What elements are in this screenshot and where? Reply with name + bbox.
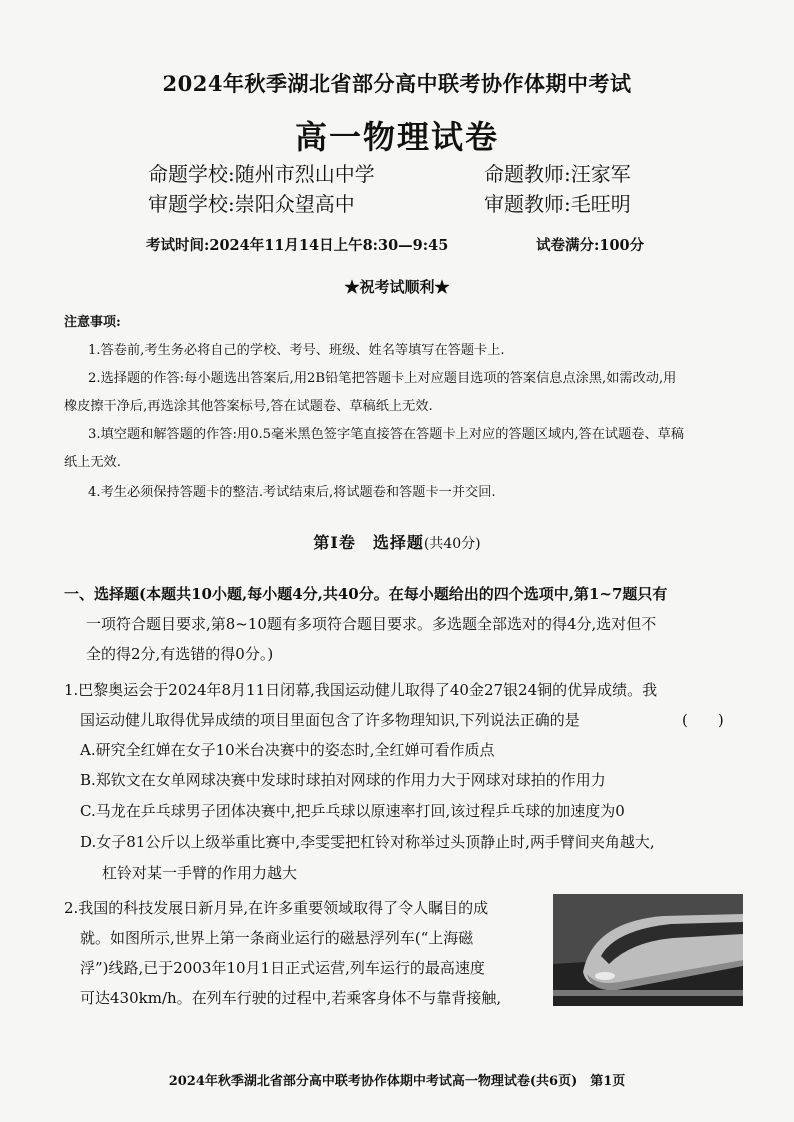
q1-option-d: D.女子81公斤以上级举重比赛中,李雯雯把杠铃对称举过头顶静止时,两手臂间夹角越大,	[80, 833, 655, 851]
q1-option-c: C.马龙在乒乓球男子团体决赛中,把乒乓球以原速率打回,该过程乒乓球的加速度为0	[80, 802, 625, 820]
section-intro-line: 一、选择题(本题共10小题,每小题4分,共40分。在每小题给出的四个选项中,第1~7题只有	[64, 585, 668, 603]
notice-line: 4.考生必须保持答题卡的整洁.考试结束后,将试题卷和答题卡一并交回.	[88, 485, 496, 500]
good-luck-wish: ★祝考试顺利★	[344, 278, 450, 296]
setter-school: 命题学校:随州市烈山中学	[148, 162, 375, 186]
q1-option-d-cont: 杠铃对某一手臂的作用力越大	[102, 864, 298, 882]
maglev-train-photo	[553, 894, 743, 1006]
section-heading	[0, 530, 794, 553]
exam-title: 2024年秋季湖北省部分高中联考协作体期中考试	[162, 71, 632, 96]
section-intro-line: 一项符合题目要求,第8~10题有多项符合题目要求。多选题全部选对的得4分,选对但不	[86, 615, 657, 633]
q2-stem-line: 2.我国的科技发展日新月异,在许多重要领域取得了令人瞩目的成	[64, 899, 489, 917]
page-footer: 2024年秋季湖北省部分高中联考协作体期中考试高一物理试卷(共6页) 第1页	[168, 1074, 626, 1089]
reviewer-school: 审题学校:崇阳众望高中	[148, 192, 355, 216]
notice-line: 橡皮擦干净后,再选涂其他答案标号,答在试题卷、草稿纸上无效.	[64, 399, 433, 414]
q2-stem-line: 浮”)线路,已于2003年10月1日正式运营,列车运行的最高速度	[80, 959, 485, 977]
q1-option-b: B.郑钦文在女单网球决赛中发球时球拍对网球的作用力大于网球对球拍的作用力	[80, 771, 606, 789]
exam-time: 考试时间:2024年11月14日上午8:30—9:45	[146, 237, 449, 254]
notice-heading: 注意事项:	[64, 315, 121, 330]
q1-stem-line: 1.巴黎奥运会于2024年8月11日闭幕,我国运动健儿取得了40金27银24铜的优异成绩。我	[64, 681, 658, 699]
q1-stem-line: 国运动健儿取得优异成绩的项目里面包含了许多物理知识,下列说法正确的是	[80, 711, 580, 729]
reviewer-teacher: 审题教师:毛旺明	[484, 192, 631, 216]
q1-option-a: A.研究全红婵在女子10米台决赛中的姿态时,全红婵可看作质点	[80, 741, 495, 759]
notice-line: 3.填空题和解答题的作答:用0.5毫米黑色签字笔直接答在答题卡上对应的答题区域内,答在试题卷、草稿	[88, 427, 685, 442]
notice-line: 纸上无效.	[64, 455, 121, 470]
notice-line: 2.选择题的作答:每小题选出答案后,用2B铅笔把答题卡上对应题目选项的答案信息点涂黑,如需改动,用	[88, 371, 677, 386]
full-score: 试卷满分:100分	[536, 237, 645, 254]
notice-line: 1.答卷前,考生务必将自己的学校、考号、班级、姓名等填写在答题卡上.	[88, 343, 505, 358]
section-score-note: (共40分)	[423, 536, 481, 552]
maglev-train-illustration	[553, 894, 743, 1006]
q2-stem-line: 就。如图所示,世界上第一条商业运行的磁悬浮列车(“上海磁	[80, 929, 474, 947]
setter-teacher: 命题教师:汪家军	[484, 162, 631, 186]
q2-stem-line: 可达430km/h。在列车行驶的过程中,若乘客身体不与靠背接触,	[80, 989, 502, 1007]
q1-answer-bracket: ( )	[682, 711, 724, 729]
paper-subtitle: 高一物理试卷	[294, 118, 499, 156]
section-title: 第Ⅰ卷 选择题	[313, 533, 424, 552]
section-intro-line: 全的得2分,有选错的得0分。)	[86, 645, 274, 663]
